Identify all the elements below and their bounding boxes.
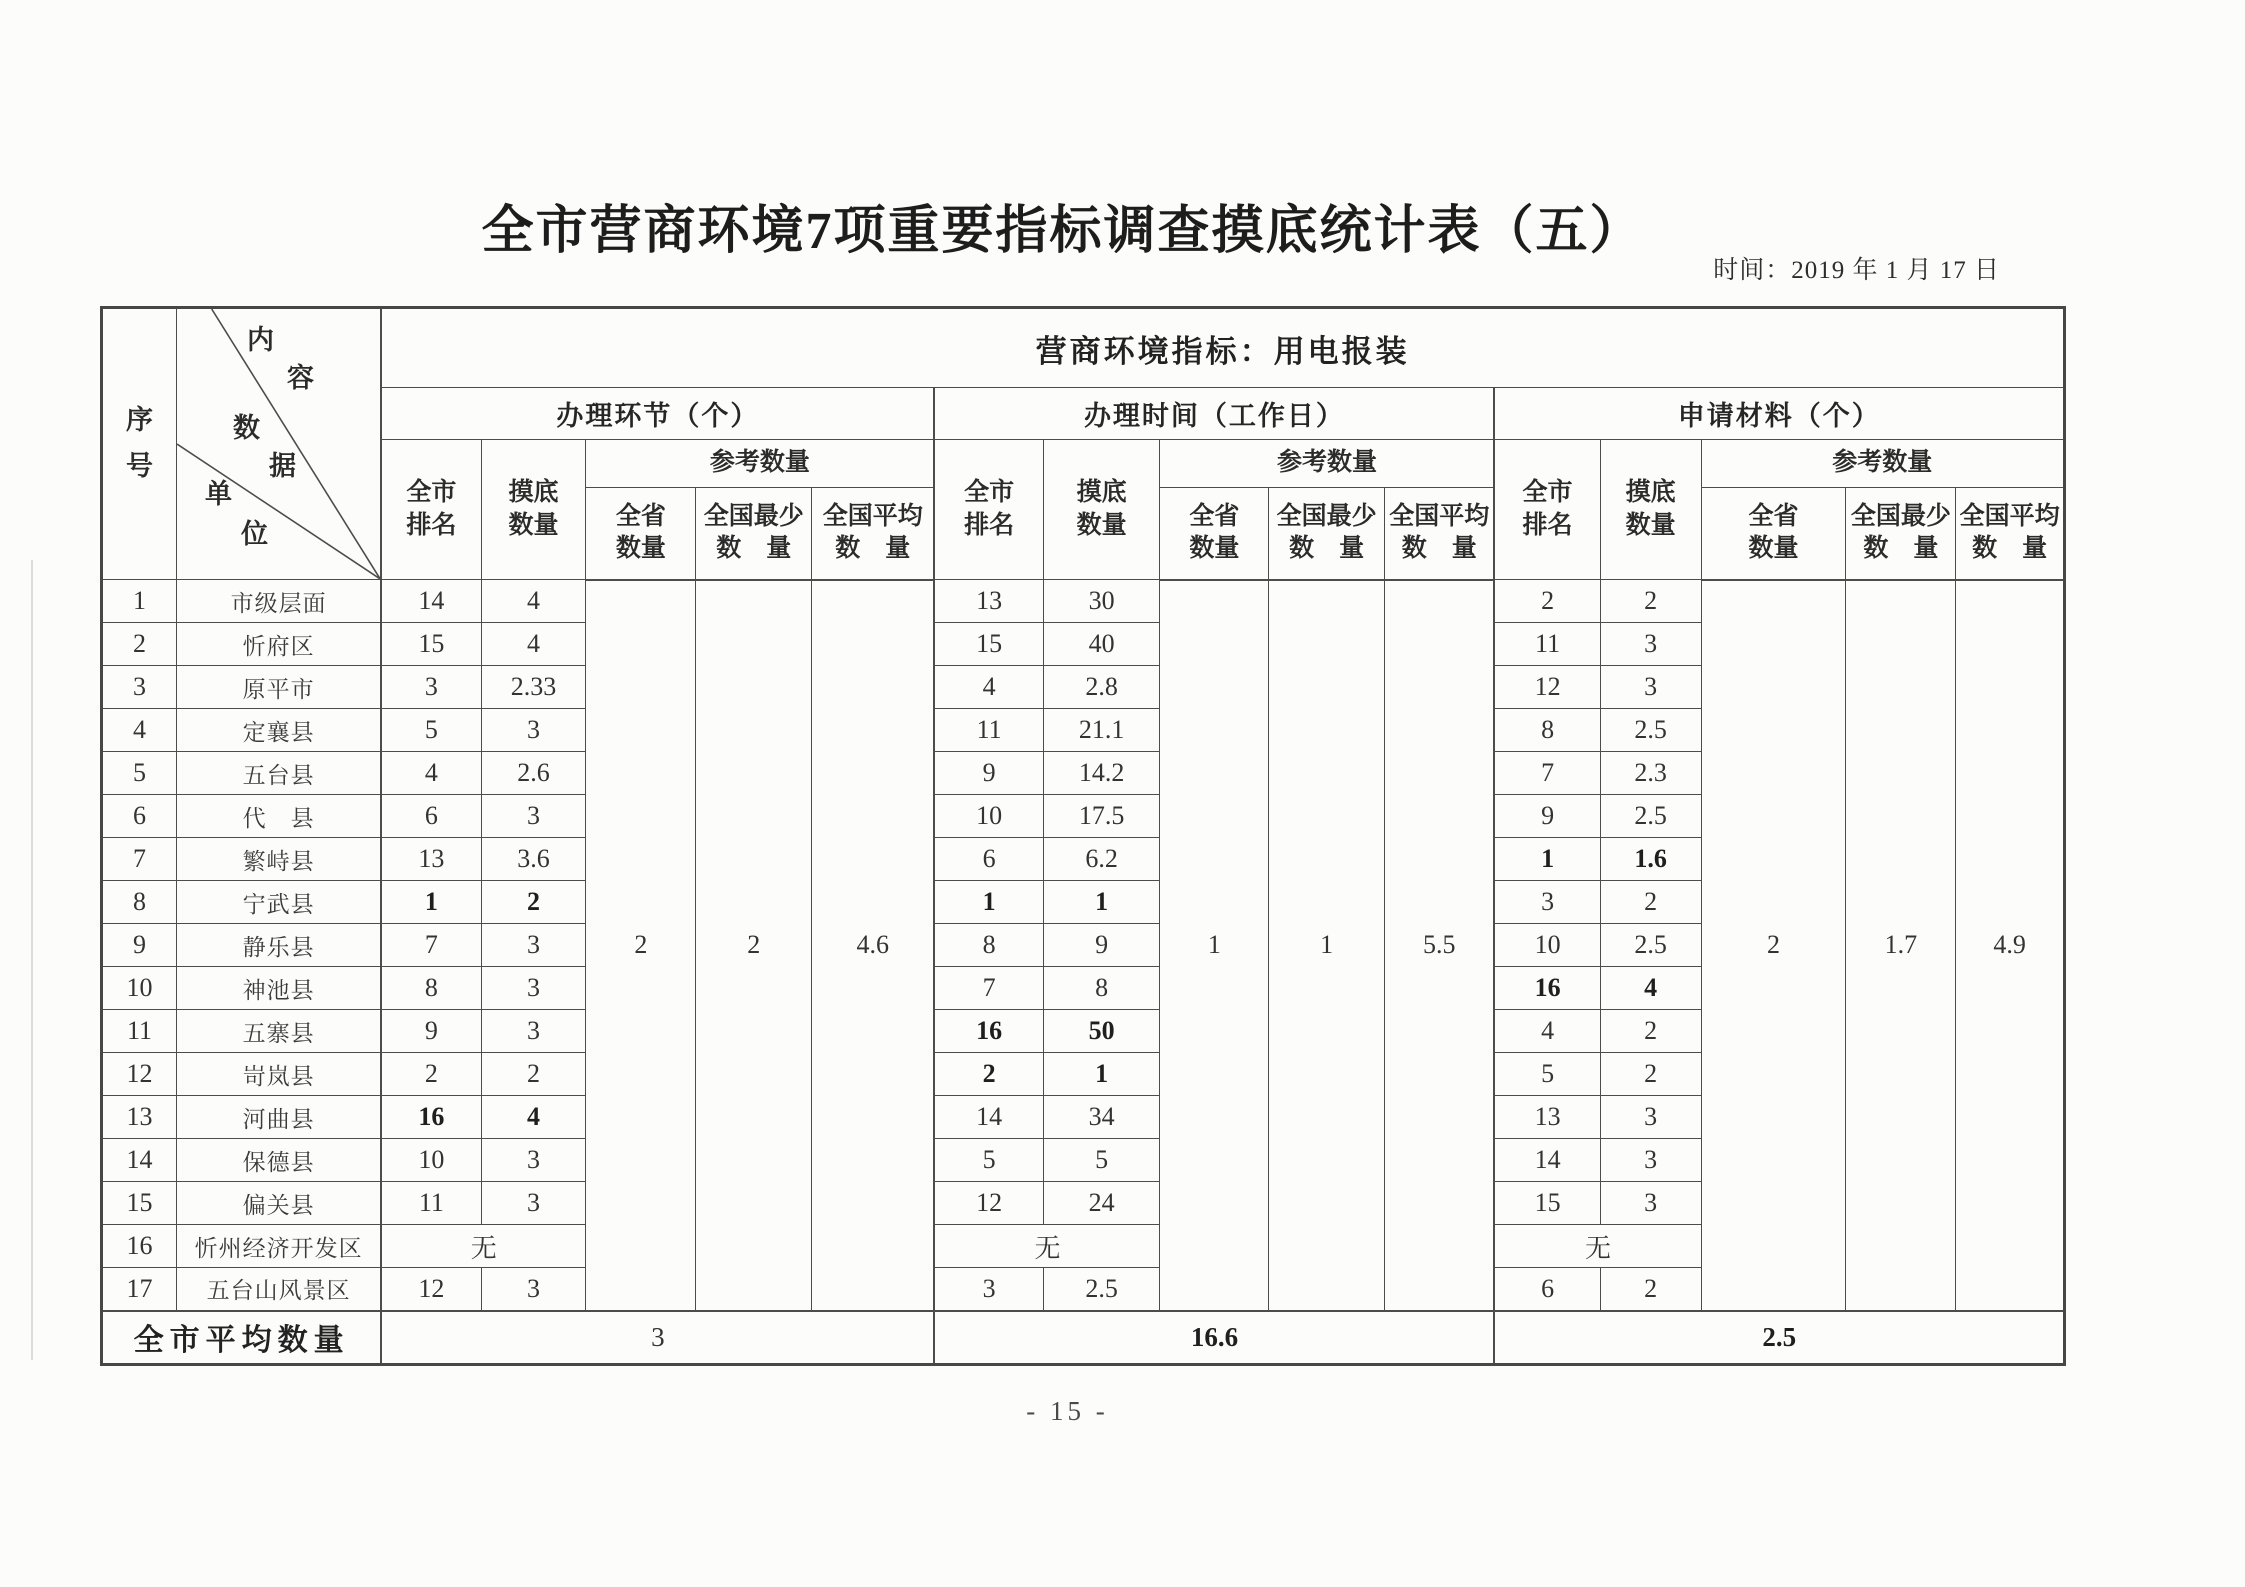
row-seq-cell: 3: [102, 666, 177, 709]
rank-cell: 3: [1494, 881, 1600, 924]
survey-qty-cell: 50: [1043, 1010, 1160, 1053]
reference-value-cell: 1.7: [1846, 580, 1956, 1311]
rank-cell: 6: [934, 838, 1043, 881]
district-name-cell: 保德县: [176, 1139, 381, 1182]
average-row: [102, 1311, 2065, 1365]
rank-cell: 9: [381, 1010, 481, 1053]
rank-cell: 7: [381, 924, 481, 967]
indicator-table: [100, 306, 2066, 1366]
survey-qty-cell: 2.5: [1600, 709, 1701, 752]
survey-qty-cell: 5: [1043, 1139, 1160, 1182]
district-name-cell: 忻州经济开发区: [176, 1225, 381, 1268]
survey-qty-cell: 21.1: [1043, 709, 1160, 752]
rank-cell: 11: [1494, 623, 1600, 666]
rank-cell: 1: [381, 881, 481, 924]
survey-qty-cell: 1.6: [1600, 838, 1701, 881]
rank-cell: 10: [1494, 924, 1600, 967]
row-seq-cell: 5: [102, 752, 177, 795]
rank-cell: 8: [1494, 709, 1600, 752]
district-name-cell: 岢岚县: [176, 1053, 381, 1096]
survey-qty-cell: 2: [481, 1053, 586, 1096]
survey-qty-cell: 3: [1600, 1182, 1701, 1225]
rank-cell: 6: [1494, 1268, 1600, 1311]
rank-cell: 12: [1494, 666, 1600, 709]
row-seq-cell: 9: [102, 924, 177, 967]
reference-qty-header: 参考数量: [1701, 440, 2064, 488]
rank-cell: 2: [381, 1053, 481, 1096]
row-seq-cell: 12: [102, 1053, 177, 1096]
district-name-cell: 宁武县: [176, 881, 381, 924]
rank-cell: 14: [381, 580, 481, 623]
survey-qty-cell: 2.33: [481, 666, 586, 709]
rank-cell: 1: [1494, 838, 1600, 881]
corner-char: 内: [246, 325, 274, 355]
rank-cell: 16: [381, 1096, 481, 1139]
survey-qty-cell: 34: [1043, 1096, 1160, 1139]
rank-cell: 10: [381, 1139, 481, 1182]
rank-cell: 13: [1494, 1096, 1600, 1139]
rank-cell: 2: [934, 1053, 1043, 1096]
corner-char: 据: [268, 451, 296, 481]
district-name-cell: 河曲县: [176, 1096, 381, 1139]
province-qty-header: 全省 数量: [1701, 488, 1846, 580]
survey-qty-cell: 40: [1043, 623, 1160, 666]
rank-cell: 12: [934, 1182, 1043, 1225]
rank-cell: 8: [381, 967, 481, 1010]
survey-qty-cell: 3: [481, 1139, 586, 1182]
rank-header: 全市 排名: [1494, 440, 1600, 580]
survey-qty-cell: 3: [1600, 623, 1701, 666]
survey-qty-cell: 2: [1600, 580, 1701, 623]
survey-qty-cell: 2: [1600, 1268, 1701, 1311]
reference-value-cell: 2: [1701, 580, 1846, 1311]
rank-cell: 2: [1494, 580, 1600, 623]
row-seq-cell: 6: [102, 795, 177, 838]
reference-value-cell: 1: [1160, 580, 1269, 1311]
rank-cell: 4: [381, 752, 481, 795]
indicator-title: 营商环境指标：用电报装: [381, 308, 2064, 388]
diagonal-lines: [177, 309, 380, 579]
reference-value-cell: 5.5: [1385, 580, 1495, 1311]
row-seq-cell: 11: [102, 1010, 177, 1053]
district-name-cell: 偏关县: [176, 1182, 381, 1225]
district-name-cell: 五寨县: [176, 1010, 381, 1053]
national-avg-header: 全国平均 数 量: [812, 488, 935, 580]
section-title-materials: 申请材料（个）: [1494, 388, 2064, 440]
row-seq-cell: 7: [102, 838, 177, 881]
district-name-cell: 代 县: [176, 795, 381, 838]
row-seq-cell: 15: [102, 1182, 177, 1225]
rank-cell: 12: [381, 1268, 481, 1311]
survey-qty-cell: 4: [481, 1096, 586, 1139]
no-data-cell: 无: [934, 1225, 1160, 1268]
survey-qty-header: 摸底 数量: [1600, 440, 1701, 580]
reference-value-cell: 1: [1269, 580, 1385, 1311]
rank-cell: 8: [934, 924, 1043, 967]
seq-column-header: [102, 308, 177, 580]
rank-cell: 14: [934, 1096, 1043, 1139]
rank-cell: 7: [934, 967, 1043, 1010]
survey-qty-cell: 8: [1043, 967, 1160, 1010]
survey-qty-cell: 2.8: [1043, 666, 1160, 709]
national-min-header: 全国最少 数 量: [1269, 488, 1385, 580]
survey-qty-cell: 2.5: [1043, 1268, 1160, 1311]
district-name-cell: 五台山风景区: [176, 1268, 381, 1311]
rank-cell: 1: [934, 881, 1043, 924]
survey-qty-cell: 17.5: [1043, 795, 1160, 838]
city-average-steps: 3: [381, 1311, 934, 1365]
rank-cell: 11: [381, 1182, 481, 1225]
district-name-cell: 忻府区: [176, 623, 381, 666]
row-seq-cell: 16: [102, 1225, 177, 1268]
survey-qty-cell: 3: [1600, 666, 1701, 709]
statistics-table: [100, 306, 2066, 1360]
survey-qty-cell: 4: [481, 580, 586, 623]
row-seq-cell: 4: [102, 709, 177, 752]
diagonal-corner-cell: [176, 308, 381, 580]
rank-cell: 5: [1494, 1053, 1600, 1096]
survey-qty-cell: 1: [1043, 1053, 1160, 1096]
rank-cell: 4: [934, 666, 1043, 709]
header-row-sections: [102, 388, 2065, 440]
rank-cell: 5: [381, 709, 481, 752]
survey-qty-cell: 2.5: [1600, 795, 1701, 838]
survey-qty-cell: 4: [1600, 967, 1701, 1010]
survey-qty-cell: 4: [481, 623, 586, 666]
survey-qty-cell: 3: [481, 709, 586, 752]
row-seq-cell: 13: [102, 1096, 177, 1139]
survey-qty-cell: 6.2: [1043, 838, 1160, 881]
survey-qty-cell: 3: [481, 1010, 586, 1053]
district-name-cell: 静乐县: [176, 924, 381, 967]
row-seq-cell: 10: [102, 967, 177, 1010]
corner-char: 数: [232, 413, 260, 443]
rank-cell: 13: [934, 580, 1043, 623]
row-seq-cell: 14: [102, 1139, 177, 1182]
city-average-time: 16.6: [934, 1311, 1494, 1365]
rank-cell: 7: [1494, 752, 1600, 795]
no-data-cell: 无: [1494, 1225, 1701, 1268]
survey-qty-cell: 3.6: [481, 838, 586, 881]
rank-cell: 15: [381, 623, 481, 666]
section-title-steps: 办理环节（个）: [381, 388, 934, 440]
no-data-cell: 无: [381, 1225, 586, 1268]
province-qty-header: 全省 数量: [1160, 488, 1269, 580]
survey-qty-header: 摸底 数量: [481, 440, 586, 580]
corner-char: 单: [204, 479, 232, 509]
district-name-cell: 繁峙县: [176, 838, 381, 881]
survey-qty-cell: 2.5: [1600, 924, 1701, 967]
survey-qty-cell: 3: [481, 1268, 586, 1311]
survey-qty-cell: 3: [481, 924, 586, 967]
rank-cell: 15: [934, 623, 1043, 666]
seq-header-label: 序号: [125, 405, 153, 481]
reference-value-cell: 4.9: [1956, 580, 2065, 1311]
row-seq-cell: 1: [102, 580, 177, 623]
reference-value-cell: 2: [696, 580, 812, 1311]
rank-cell: 9: [1494, 795, 1600, 838]
survey-qty-cell: 14.2: [1043, 752, 1160, 795]
rank-header: 全市 排名: [381, 440, 481, 580]
survey-qty-cell: 2: [481, 881, 586, 924]
national-avg-header: 全国平均 数 量: [1956, 488, 2065, 580]
district-name-cell: 五台县: [176, 752, 381, 795]
survey-qty-cell: 2: [1600, 881, 1701, 924]
survey-qty-cell: 1: [1043, 881, 1160, 924]
survey-qty-cell: 3: [481, 1182, 586, 1225]
header-row-indicator: [102, 308, 2065, 388]
document-date: 时间：2019 年 1 月 17 日: [1713, 257, 2000, 284]
header-row-groups: [102, 440, 2065, 488]
survey-qty-cell: 3: [1600, 1096, 1701, 1139]
rank-cell: 11: [934, 709, 1043, 752]
survey-qty-cell: 2.3: [1600, 752, 1701, 795]
survey-qty-cell: 9: [1043, 924, 1160, 967]
table-row: [102, 580, 2065, 623]
rank-cell: 14: [1494, 1139, 1600, 1182]
survey-qty-cell: 30: [1043, 580, 1160, 623]
province-qty-header: 全省 数量: [586, 488, 696, 580]
reference-qty-header: 参考数量: [1160, 440, 1494, 488]
rank-header: 全市 排名: [934, 440, 1043, 580]
rank-cell: 5: [934, 1139, 1043, 1182]
rank-cell: 16: [1494, 967, 1600, 1010]
district-name-cell: 定襄县: [176, 709, 381, 752]
rank-cell: 6: [381, 795, 481, 838]
reference-value-cell: 4.6: [812, 580, 935, 1311]
scan-artifact-line: [31, 560, 33, 1360]
national-avg-header: 全国平均 数 量: [1385, 488, 1495, 580]
national-min-header: 全国最少 数 量: [696, 488, 812, 580]
rank-cell: 3: [381, 666, 481, 709]
survey-qty-cell: 2: [1600, 1053, 1701, 1096]
reference-qty-header: 参考数量: [586, 440, 935, 488]
survey-qty-cell: 2.6: [481, 752, 586, 795]
corner-char: 容: [286, 363, 314, 393]
survey-qty-cell: 2: [1600, 1010, 1701, 1053]
rank-cell: 9: [934, 752, 1043, 795]
survey-qty-cell: 3: [1600, 1139, 1701, 1182]
survey-qty-cell: 3: [481, 967, 586, 1010]
rank-cell: 13: [381, 838, 481, 881]
district-name-cell: 原平市: [176, 666, 381, 709]
national-min-header: 全国最少 数 量: [1846, 488, 1956, 580]
survey-qty-cell: 24: [1043, 1182, 1160, 1225]
reference-value-cell: 2: [586, 580, 696, 1311]
corner-char: 位: [240, 519, 268, 549]
survey-qty-cell: 3: [481, 795, 586, 838]
rank-cell: 10: [934, 795, 1043, 838]
rank-cell: 16: [934, 1010, 1043, 1053]
row-seq-cell: 17: [102, 1268, 177, 1311]
rank-cell: 15: [1494, 1182, 1600, 1225]
rank-cell: 4: [1494, 1010, 1600, 1053]
district-name-cell: 市级层面: [176, 580, 381, 623]
row-seq-cell: 2: [102, 623, 177, 666]
section-title-time: 办理时间（工作日）: [934, 388, 1494, 440]
document-title: 全市营商环境7项重要指标调查摸底统计表（五）: [481, 203, 1644, 260]
city-average-materials: 2.5: [1494, 1311, 2064, 1365]
page-number: - 15 -: [1026, 1396, 1109, 1426]
average-row-label: 全市平均数量: [102, 1311, 382, 1365]
district-name-cell: 神池县: [176, 967, 381, 1010]
rank-cell: 3: [934, 1268, 1043, 1311]
row-seq-cell: 8: [102, 881, 177, 924]
survey-qty-header: 摸底 数量: [1043, 440, 1160, 580]
